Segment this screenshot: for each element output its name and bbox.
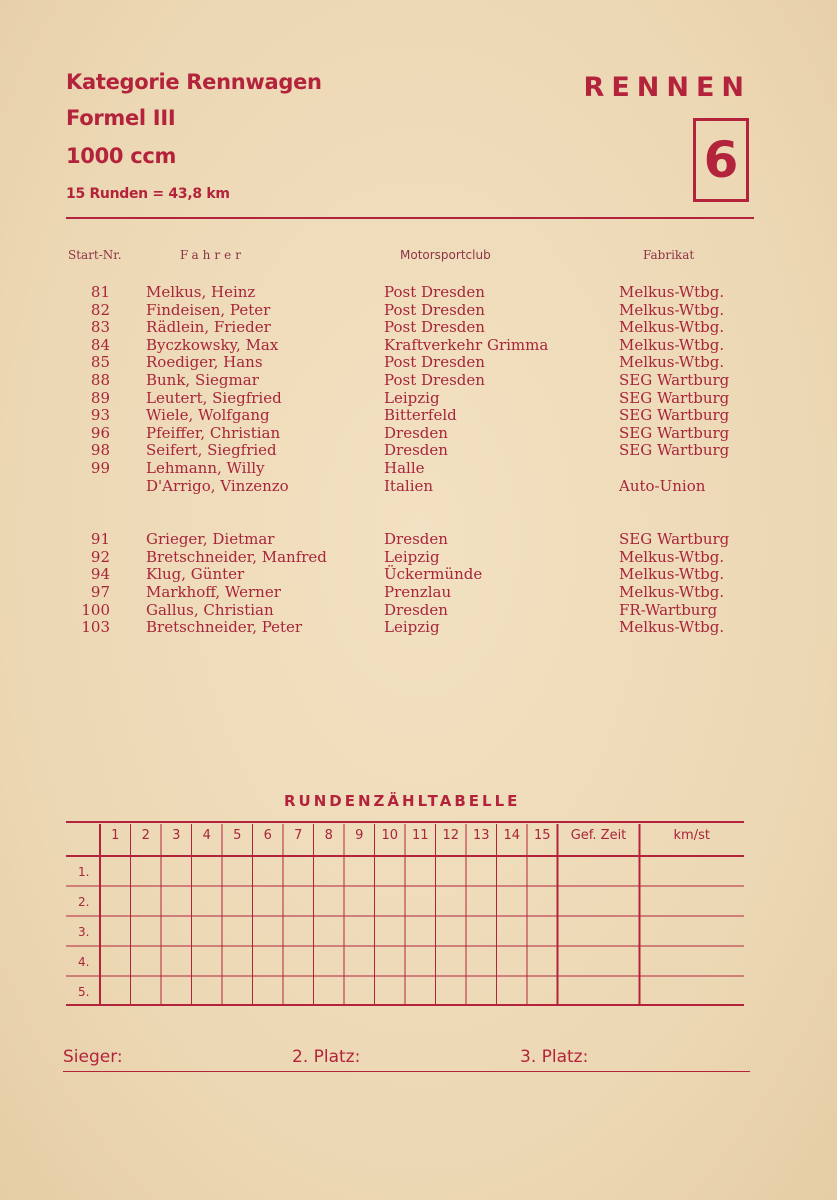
distance-label: 15 Runden = 43,8 km bbox=[66, 186, 230, 202]
race-number-box bbox=[693, 118, 749, 202]
start-number: 84 bbox=[90, 335, 110, 354]
lap-header: 10 bbox=[381, 828, 399, 843]
club-name: Bitterfeld bbox=[384, 406, 457, 425]
start-number: 89 bbox=[90, 388, 110, 407]
start-number: 97 bbox=[90, 582, 110, 601]
car-make: Melkus-Wtbg. bbox=[619, 565, 725, 584]
start-number: 94 bbox=[90, 565, 110, 584]
start-number: 88 bbox=[90, 370, 110, 389]
driver-name: Findeisen, Peter bbox=[146, 300, 271, 319]
car-make: Melkus-Wtbg. bbox=[619, 300, 725, 319]
race-label: RENNEN bbox=[583, 72, 751, 103]
speed-header: km/st bbox=[673, 828, 710, 843]
club-name: Italien bbox=[384, 476, 434, 495]
driver-name: Wiele, Wolfgang bbox=[146, 406, 270, 425]
driver-name: Grieger, Dietmar bbox=[146, 530, 275, 549]
club-name: Leipzig bbox=[384, 388, 440, 407]
driver-name: Leutert, Siegfried bbox=[146, 388, 282, 407]
table-row-label: 2. bbox=[78, 895, 90, 909]
car-make: Auto-Union bbox=[619, 476, 706, 495]
entry-row bbox=[0, 283, 837, 301]
entry-row bbox=[0, 565, 837, 583]
car-make: Melkus-Wtbg. bbox=[619, 318, 725, 337]
column-header-start-nr: Start-Nr. bbox=[68, 248, 122, 262]
club-name: Post Dresden bbox=[384, 300, 485, 319]
table-row-label: 4. bbox=[78, 955, 90, 969]
lap-header: 2 bbox=[141, 828, 150, 843]
car-make: Melkus-Wtbg. bbox=[619, 283, 725, 301]
lap-header: 7 bbox=[294, 828, 303, 843]
lap-header: 1 bbox=[111, 828, 120, 843]
entry-row bbox=[0, 441, 837, 459]
club-name: Dresden bbox=[384, 423, 448, 442]
driver-name: Markhoff, Werner bbox=[146, 582, 281, 601]
signature-line bbox=[63, 1071, 750, 1072]
table-row-label: 5. bbox=[78, 985, 90, 999]
club-name: Post Dresden bbox=[384, 283, 485, 301]
entry-row bbox=[0, 583, 837, 601]
lap-header: 15 bbox=[533, 828, 551, 843]
driver-name: Bretschneider, Manfred bbox=[146, 547, 327, 566]
driver-name: Melkus, Heinz bbox=[146, 283, 256, 301]
club-name: Dresden bbox=[384, 600, 448, 619]
club-name: Leipzig bbox=[384, 618, 440, 637]
lap-table-grid bbox=[66, 820, 744, 1008]
car-make: Melkus-Wtbg. bbox=[619, 335, 725, 354]
car-make: FR-Wartburg bbox=[619, 600, 718, 619]
start-number: 91 bbox=[90, 530, 110, 549]
car-make: Melkus-Wtbg. bbox=[619, 618, 725, 637]
start-number: 103 bbox=[81, 618, 110, 637]
driver-name: Gallus, Christian bbox=[146, 600, 274, 619]
lap-header: 8 bbox=[324, 828, 333, 843]
car-make: SEG Wartburg bbox=[619, 441, 730, 460]
driver-name: Seifert, Siegfried bbox=[146, 441, 277, 460]
club-name: Post Dresden bbox=[384, 353, 485, 372]
entry-row bbox=[0, 318, 837, 336]
start-number: 93 bbox=[90, 406, 110, 425]
time-header: Gef. Zeit bbox=[570, 828, 627, 843]
lap-header: 4 bbox=[202, 828, 211, 843]
winner-label: Sieger: bbox=[63, 1047, 123, 1067]
entry-row bbox=[0, 301, 837, 319]
car-make: Melkus-Wtbg. bbox=[619, 582, 725, 601]
lap-header: 3 bbox=[172, 828, 181, 843]
entry-row bbox=[0, 336, 837, 354]
entry-row bbox=[0, 601, 837, 619]
start-number: 92 bbox=[90, 547, 110, 566]
club-name: Prenzlau bbox=[384, 582, 452, 601]
car-make: SEG Wartburg bbox=[619, 423, 730, 442]
driver-name: D'Arrigo, Vinzenzo bbox=[146, 476, 289, 495]
start-number: 99 bbox=[90, 458, 110, 477]
column-header-driver: Fahrer bbox=[180, 248, 245, 262]
header-divider bbox=[66, 217, 754, 219]
car-make: SEG Wartburg bbox=[619, 406, 730, 425]
driver-name: Lehmann, Willy bbox=[146, 458, 265, 477]
column-header-club: Motorsportclub bbox=[400, 248, 491, 262]
driver-name: Roediger, Hans bbox=[146, 353, 263, 372]
club-name: Post Dresden bbox=[384, 318, 485, 337]
entry-row bbox=[0, 477, 837, 495]
driver-name: Bretschneider, Peter bbox=[146, 618, 303, 637]
entry-group-gap bbox=[0, 494, 837, 530]
entry-row bbox=[0, 424, 837, 442]
club-name: Kraftverkehr Grimma bbox=[384, 335, 549, 354]
entry-list bbox=[0, 283, 837, 636]
driver-name: Byczkowsky, Max bbox=[146, 335, 279, 354]
entry-row bbox=[0, 406, 837, 424]
club-name: Leipzig bbox=[384, 547, 440, 566]
lap-header: 5 bbox=[233, 828, 242, 843]
club-name: Ückermünde bbox=[384, 565, 483, 584]
club-name: Post Dresden bbox=[384, 370, 485, 389]
start-number: 85 bbox=[90, 353, 110, 372]
car-make: SEG Wartburg bbox=[619, 370, 730, 389]
lap-header: 11 bbox=[411, 828, 429, 843]
car-make: SEG Wartburg bbox=[619, 388, 730, 407]
start-number: 82 bbox=[90, 300, 110, 319]
entry-row bbox=[0, 459, 837, 477]
lap-count-table bbox=[66, 820, 744, 1008]
lap-header: 13 bbox=[472, 828, 490, 843]
lap-table-title: RUNDENZÄHLTABELLE bbox=[284, 792, 521, 810]
entry-row bbox=[0, 371, 837, 389]
table-row-label: 1. bbox=[78, 865, 90, 879]
start-number: 98 bbox=[90, 441, 110, 460]
car-make: Melkus-Wtbg. bbox=[619, 353, 725, 372]
club-name: Dresden bbox=[384, 441, 448, 460]
displacement-title: 1000 ccm bbox=[66, 144, 177, 168]
start-number: 81 bbox=[90, 283, 110, 301]
table-row-label: 3. bbox=[78, 925, 90, 939]
lap-header: 12 bbox=[442, 828, 460, 843]
entry-row bbox=[0, 353, 837, 371]
lap-header: 14 bbox=[503, 828, 521, 843]
third-place-label: 3. Platz: bbox=[520, 1047, 589, 1067]
entry-row bbox=[0, 389, 837, 407]
club-name: Dresden bbox=[384, 530, 448, 549]
column-header-make: Fabrikat bbox=[643, 248, 695, 262]
club-name: Halle bbox=[384, 458, 425, 477]
lap-header: 9 bbox=[355, 828, 364, 843]
category-title: Kategorie Rennwagen bbox=[66, 70, 322, 94]
entry-row bbox=[0, 548, 837, 566]
entry-row bbox=[0, 618, 837, 636]
start-number: 83 bbox=[90, 318, 110, 337]
driver-name: Rädlein, Frieder bbox=[146, 318, 271, 337]
race-number: 6 bbox=[703, 131, 739, 189]
start-number: 96 bbox=[90, 423, 110, 442]
driver-name: Klug, Günter bbox=[146, 565, 245, 584]
car-make: SEG Wartburg bbox=[619, 530, 730, 549]
second-place-label: 2. Platz: bbox=[292, 1047, 361, 1067]
lap-header: 6 bbox=[263, 828, 272, 843]
formula-title: Formel III bbox=[66, 106, 176, 130]
start-number: 100 bbox=[81, 600, 110, 619]
driver-name: Bunk, Siegmar bbox=[146, 370, 259, 389]
driver-name: Pfeiffer, Christian bbox=[146, 423, 281, 442]
car-make: Melkus-Wtbg. bbox=[619, 547, 725, 566]
entry-row bbox=[0, 530, 837, 548]
